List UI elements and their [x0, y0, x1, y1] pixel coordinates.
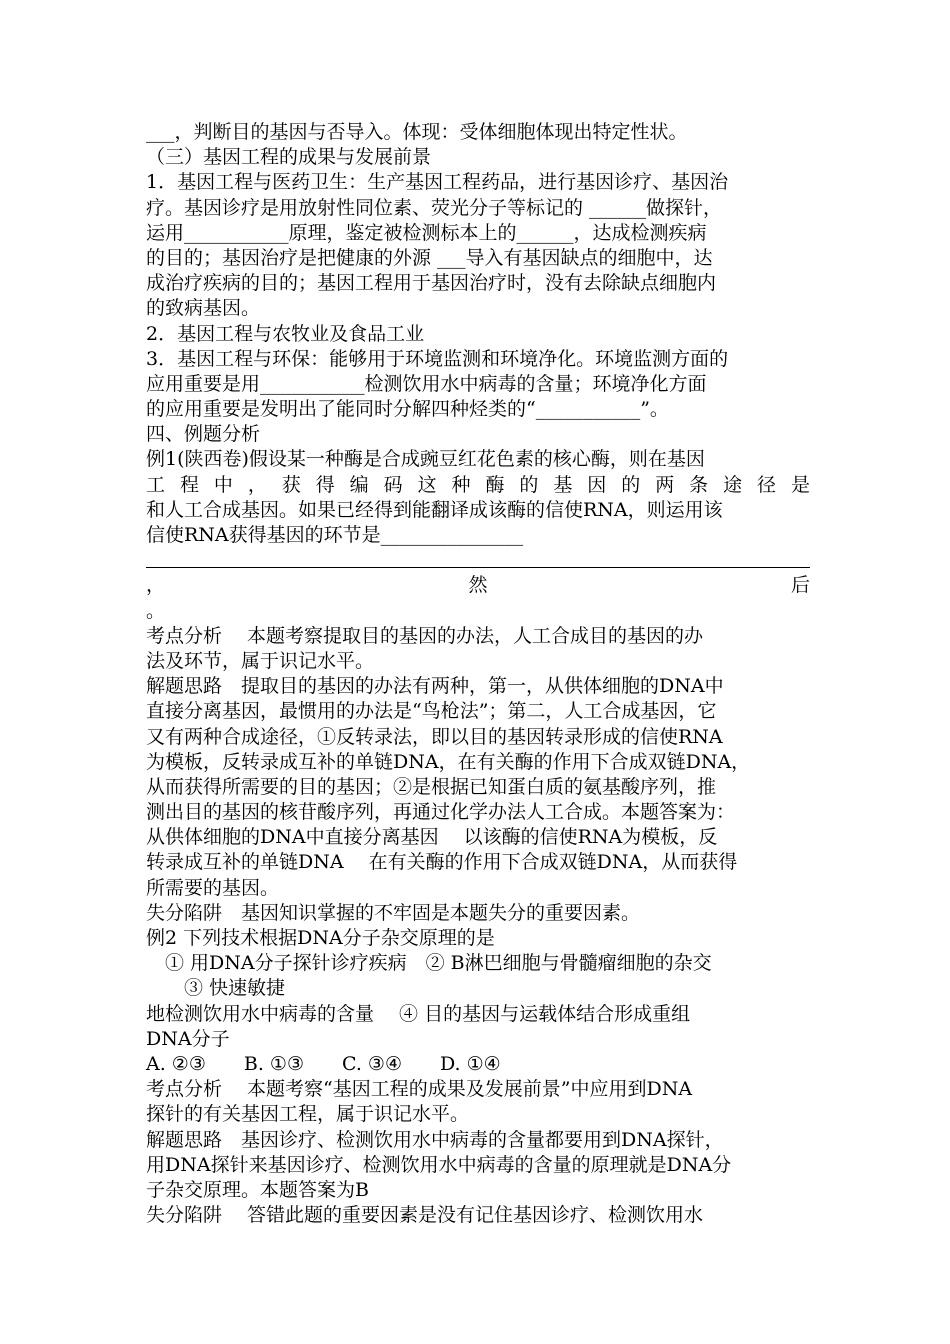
text-line: 3．基因工程与环保：能够用于环境监测和环境净化。环境监测方面的 — [146, 347, 729, 370]
text-line: 。 — [146, 599, 166, 622]
answer-options: A. ②③ B. ①③ C. ③④ D. ①④ — [146, 1052, 501, 1075]
answer-blank-line — [146, 548, 810, 573]
spread-char: 后 — [790, 574, 810, 597]
text-line: 信使RNA获得基因的环节是_______________ — [146, 524, 524, 546]
text-line: 用DNA探针来基因诊疗、检测饮用水中病毒的含量的原理就是DNA分 — [146, 1153, 732, 1176]
text-line: 成治疗疾病的目的；基因工程用于基因治疗时，没有去除缺点细胞内 — [146, 272, 717, 295]
text-line: 2．基因工程与农牧业及食品工业 — [146, 322, 425, 345]
text-line: 疗。基因诊疗是用放射性同位素、荧光分子等标记的 ______做探针， — [146, 196, 723, 219]
spread-line — [146, 573, 810, 598]
text-line: 失分陷阱 答错此题的重要因素是没有记住基因诊疗、检测饮用水 — [146, 1204, 704, 1227]
text-line: 和人工合成基因。如果已经得到能翻译成该酶的信使RNA，则运用该 — [146, 498, 723, 521]
section-heading: （三）基因工程的成果与发展前景 — [146, 146, 432, 169]
text-line: ① 用DNA分子探针诊疗疾病 ② B淋巴细胞与骨髓瘤细胞的杂交 — [146, 952, 712, 975]
text-line: 又有两种合成途径，①反转录法，即以目的基因转录形成的信使RNA — [146, 725, 723, 748]
text-line: 探针的有关基因工程，属于识记水平。 — [146, 1103, 470, 1126]
text-line: 转录成互补的单链DNA 在有关酶的作用下合成双链DNA，从而获得 — [146, 851, 738, 874]
text-line: DNA分子 — [146, 1027, 230, 1050]
text-line: 从供体细胞的DNA中直接分离基因 以该酶的信使RNA为模板，反 — [146, 826, 718, 849]
text-line: 例2 下列技术根据DNA分子杂交原理的是 — [146, 927, 495, 949]
text-line: 直接分离基因，最惯用的办法是“鸟枪法”；第二，人工合成基因，它 — [146, 700, 717, 723]
text-line: 考点分析 本题考察提取目的基因的办法，人工合成目的基因的办 — [146, 624, 704, 647]
spread-char: 然 — [468, 574, 488, 597]
text-line: 考点分析 本题考察“基因工程的成果及发展前景”中应用到DNA — [146, 1078, 693, 1101]
text-line: 法及环节，属于识记水平。 — [146, 649, 375, 672]
text-line: 测出目的基因的核苷酸序列，再通过化学办法人工合成。本题答案为： — [146, 801, 736, 824]
text-line: 失分陷阱 基因知识掌握的不牢固是本题失分的重要因素。 — [146, 901, 641, 924]
text-line: 子杂交原理。本题答案为B — [146, 1178, 369, 1201]
text-line: 的应用重要是发明出了能同时分解四种烃类的“___________”。 — [146, 398, 669, 421]
text-line: 解题思路 基因诊疗、检测饮用水中病毒的含量都要用到DNA探针， — [146, 1128, 724, 1151]
section-heading: 四、例题分析 — [146, 423, 261, 446]
text-line: 解题思路 提取目的基因的办法有两种，第一，从供体细胞的DNA中 — [146, 675, 724, 698]
text-line: ③ 快速敏捷 — [146, 977, 286, 1000]
document-page — [146, 120, 810, 1228]
text-line: 例1(陕西卷)假设某一种酶是合成豌豆红花色素的核心酶，则在基因 — [146, 448, 705, 471]
text-line: 运用___________原理，鉴定被检测标本上的______，达成检测疾病 — [146, 221, 707, 244]
text-line: 1．基因工程与医药卫生：生产基因工程药品，进行基因诊疗、基因治 — [146, 171, 729, 194]
text-line: 从而获得所需要的目的基因；②是根据已知蛋白质的氨基酸序列，推 — [146, 775, 717, 798]
spread-char: ， — [146, 574, 166, 597]
text-line: 为模板，反转录成互补的单链DNA，在有关酶的作用下合成双链DNA， — [146, 750, 751, 773]
text-line: 的致病基因。 — [146, 297, 261, 320]
text-line: 应用重要是用___________检测饮用水中病毒的含量；环境净化方面 — [146, 372, 707, 395]
text-line: 工 程 中 ， 获 得 编 码 这 种 酶 的 基 因 的 两 条 途 径 是 — [146, 473, 810, 496]
text-line: 地检测饮用水中病毒的含量 ④ 目的基因与运载体结合形成重组 — [146, 1002, 691, 1025]
text-line: ___，判断目的基因与否导入。体现：受体细胞体现出特定性状。 — [146, 121, 688, 143]
text-line: 所需要的基因。 — [146, 876, 280, 899]
text-line: 的目的；基因治疗是把健康的外源 ___导入有基因缺点的细胞中，达 — [146, 246, 713, 269]
